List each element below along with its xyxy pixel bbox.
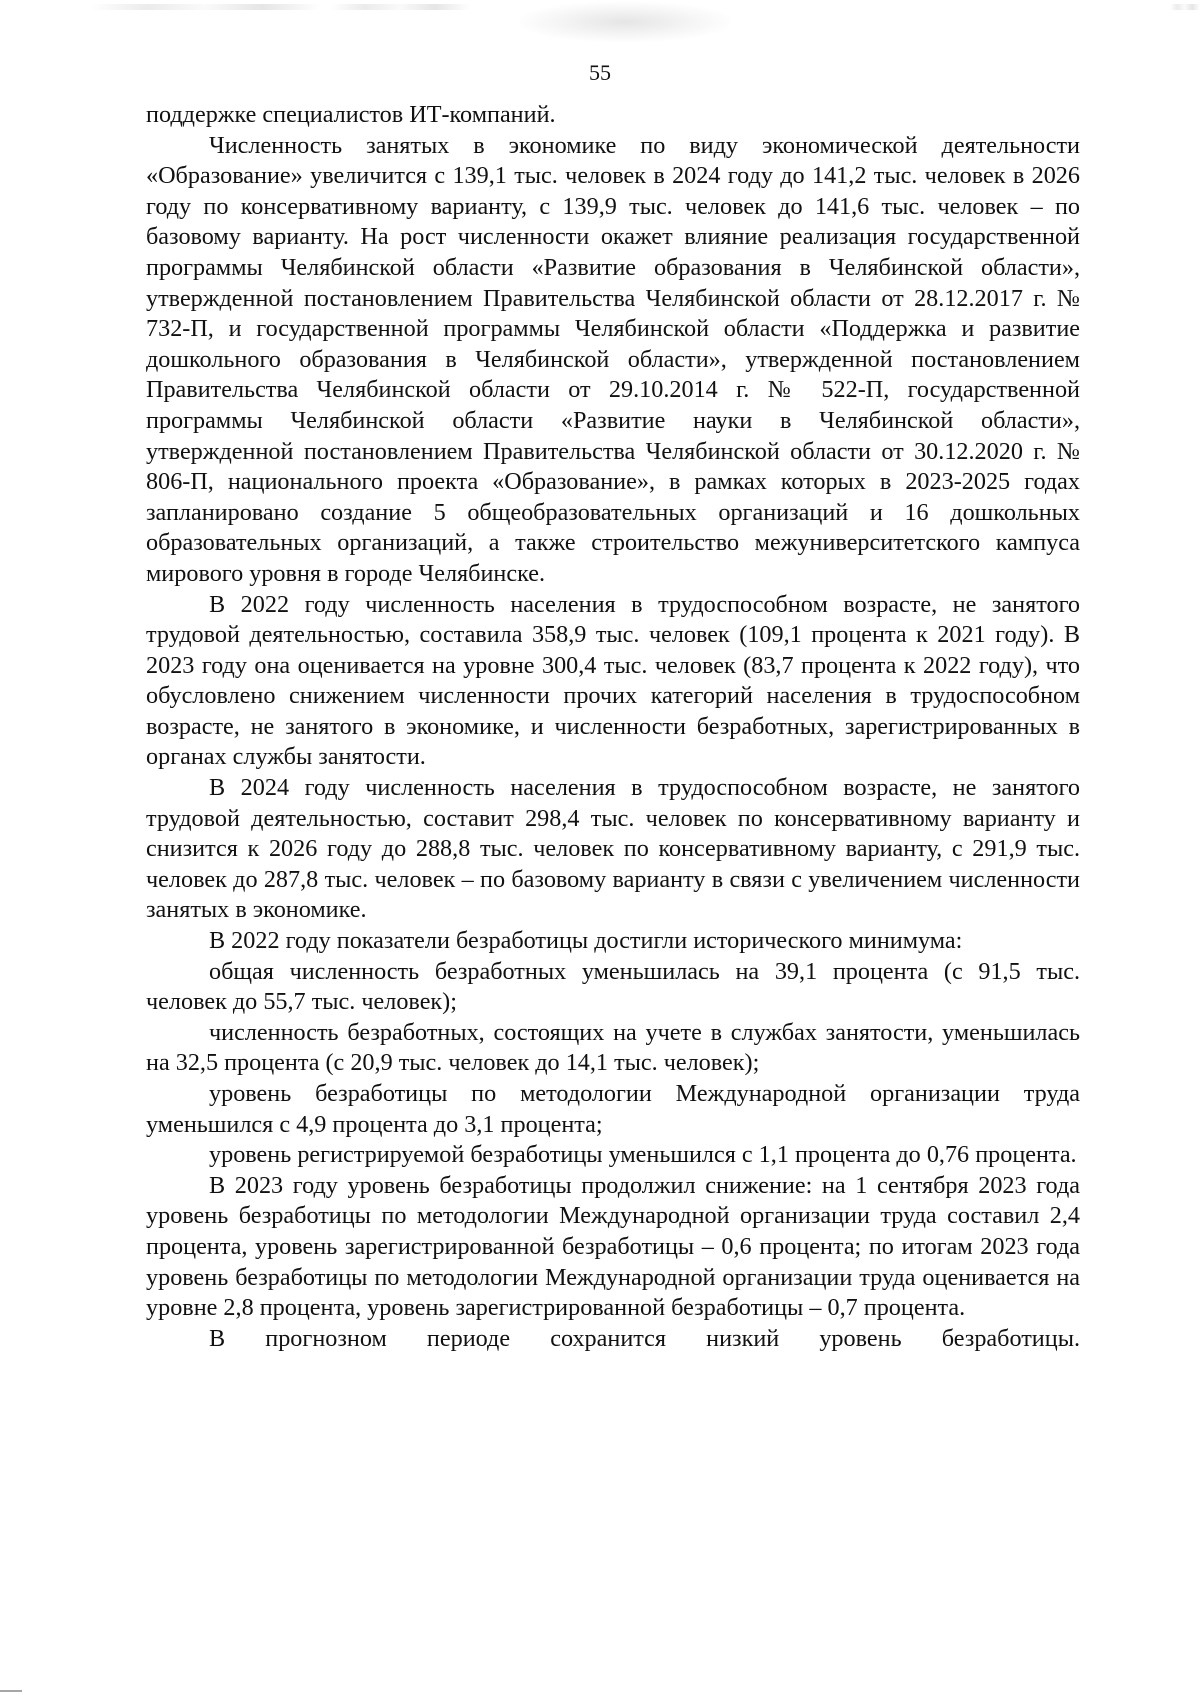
list-item: уровень регистрируемой безработицы уменьшился с 1,1 процента до 0,76 процента. [209, 1141, 1077, 1169]
document-body [146, 100, 1080, 1354]
scan-artifact [1170, 4, 1200, 10]
paragraph: В прогнозном периоде сохранится низкий уровень безработицы. [209, 1324, 1080, 1352]
paragraph: В 2022 году показатели безработицы достигли исторического минимума: [209, 927, 963, 955]
scan-artifact [90, 4, 320, 10]
list-item: общая численность безработных уменьшилась на 39,1 процента (с 91,5 тыс. человек до 55,7 тыс. человек); [146, 957, 1080, 1016]
paragraph: В 2024 году численность населения в трудоспособном возрасте, не занятого трудовой деятельностью, составит 298,4 тыс. человек по консервативному варианту и снизится к 2026 году до 288,8 тыс. человек по консервативному варианту, с 291,9 тыс. человек до 287,8 тыс. человек – по базовому варианту в связи с увеличением численности занятых в экономике. [146, 774, 1080, 924]
paragraph: Численность занятых в экономике по виду экономической деятельности «Образование» увеличится с 139,1 тыс. человек в 2024 году до 141,2 тыс. человек в 2026 году по консервативному варианту, с 139,9 тыс. человек до 141,6 тыс. человек – по базовому варианту. На рост численности окажет влияние реализация государственной программы Челябинской области «Развитие образования в Челябинской области», утвержденной постановлением Правительства Челябинской области от 28.12.2017 г. № 732-П, и государственной программы Челябинской области «Поддержка и развитие дошкольного образования в Челябинской области», утвержденной постановлением Правительства Челябинской области от 29.10.2014 г. № 522-П, государственной программы Челябинской области «Развитие науки в Челябинской области», утвержденной постановлением Правительства Челябинской области от 30.12.2020 г. № 806-П, национального проекта «Образование», в рамках которых в 2023-2025 годах запланировано создание 5 общеобразовательных организаций и 16 дошкольных образовательных организаций, а также строительство межуниверситетского кампуса мирового уровня в городе Челябинске. [146, 131, 1080, 587]
scan-artifact [330, 4, 470, 10]
list-item: уровень безработицы по методологии Международной организации труда уменьшился с 4,9 процента до 3,1 процента; [146, 1080, 1080, 1138]
list-item: численность безработных, состоящих на учете в службах занятости, уменьшилась на 32,5 процента (с 20,9 тыс. человек до 14,1 тыс. человек); [146, 1018, 1080, 1077]
scan-artifact [0, 1690, 22, 1692]
paragraph: В 2022 году численность населения в трудоспособном возрасте, не занятого трудовой деятельностью, составила 358,9 тыс. человек (109,1 процента к 2021 году). В 2023 году она оценивается на уровне 300,4 тыс. человек (83,7 процента к 2022 году), что обусловлено снижением численности прочих категорий населения в трудоспособном возрасте, не занятого в экономике, и численности безработных, зарегистрированных в органах службы занятости. [146, 590, 1080, 771]
paragraph: поддержке специалистов ИТ-компаний. [146, 101, 556, 128]
paragraph: В 2023 году уровень безработицы продолжил снижение: на 1 сентября 2023 года уровень безработицы по методологии Международной организации труда составил 2,4 процента, уровень зарегистрированной безработицы – 0,6 процента; по итогам 2023 года уровень безработицы по методологии Международной организации труда оценивается на уровне 2,8 процента, уровень зарегистрированной безработицы – 0,7 процента. [146, 1171, 1080, 1322]
page-number: 55 [589, 60, 611, 85]
scan-artifact [520, 2, 730, 42]
